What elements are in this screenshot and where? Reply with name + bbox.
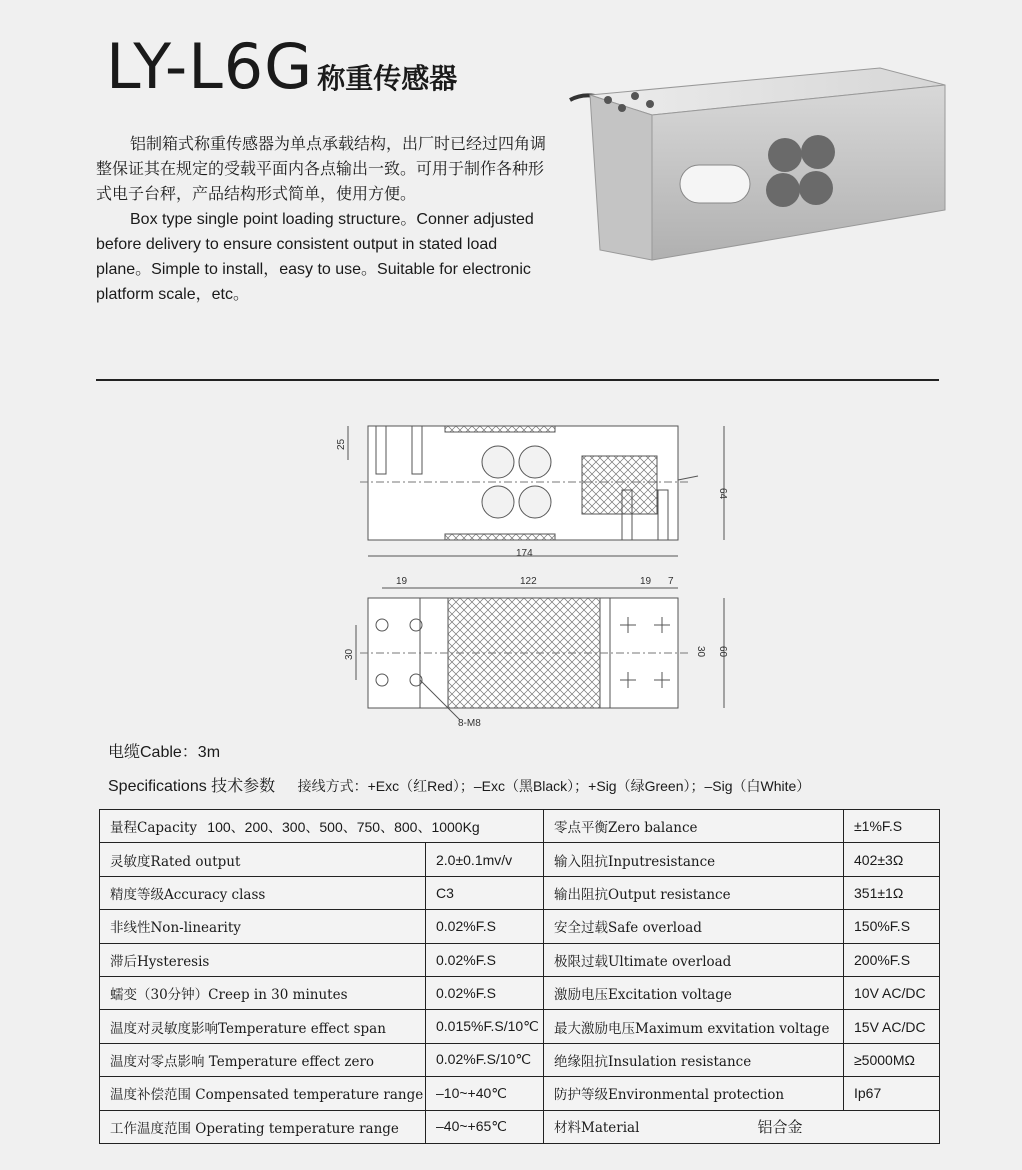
spec-value: ±1%F.S bbox=[844, 810, 940, 843]
spec-label: 精度等级Accuracy class bbox=[100, 876, 426, 909]
spec-value: 10V AC/DC bbox=[844, 976, 940, 1009]
spec-label: 材料Material bbox=[554, 1120, 640, 1137]
spec-value: Ip67 bbox=[844, 1077, 940, 1110]
dim-7: 7 bbox=[668, 576, 674, 587]
spec-value: 0.015%F.S/10℃ bbox=[426, 1010, 544, 1043]
spec-label: 温度对灵敏度影响Temperature effect span bbox=[100, 1010, 426, 1043]
capacity-cell bbox=[100, 810, 544, 843]
spec-label: 灵敏度Rated output bbox=[100, 843, 426, 876]
table-row bbox=[100, 876, 940, 909]
spec-label: 防护等级Environmental protection bbox=[544, 1077, 844, 1110]
table-row bbox=[100, 976, 940, 1009]
spec-label: 温度补偿范围 Compensated temperature range bbox=[100, 1077, 426, 1110]
spec-label: 非线性Non-linearity bbox=[100, 910, 426, 943]
product-description bbox=[96, 132, 556, 307]
spec-value: C3 bbox=[426, 876, 544, 909]
description-cn: 铝制箱式称重传感器为单点承载结构，出厂时已经过四角调整保证其在规定的受载平面内各点输出一致。可用于制作各种形式电子台秤，产品结构形式简单，使用方便。 bbox=[96, 136, 547, 203]
dim-122: 122 bbox=[520, 576, 537, 587]
spec-label: 工作温度范围 Operating temperature range bbox=[100, 1110, 426, 1143]
model-name: LY-L6G bbox=[106, 30, 314, 103]
spec-value: –40~+65℃ bbox=[426, 1110, 544, 1143]
description-en: Box type single point loading structure。Conner adjusted before delivery to ensure consistent output in stated load plane。Simple to install，easy to use。Suitable for electronic platform scale，etc。 bbox=[96, 211, 534, 303]
table-row bbox=[100, 910, 940, 943]
spec-label: 零点平衡Zero balance bbox=[544, 810, 844, 843]
spec-value: 402±3Ω bbox=[844, 843, 940, 876]
spec-value: 200%F.S bbox=[844, 943, 940, 976]
spec-table bbox=[99, 809, 940, 1144]
section-divider bbox=[96, 379, 939, 381]
table-row bbox=[100, 810, 940, 843]
spec-label: 绝缘阻抗Insulation resistance bbox=[544, 1043, 844, 1076]
spec-label: 输出阻抗Output resistance bbox=[544, 876, 844, 909]
dim-60: 60 bbox=[717, 646, 728, 658]
load-cell-photo bbox=[560, 60, 960, 270]
capacity-label: 量程Capacity bbox=[110, 819, 197, 836]
product-type: 称重传感器 bbox=[317, 62, 458, 95]
cable-length: 电缆Cable：3m bbox=[108, 744, 221, 761]
spec-label: 滞后Hysteresis bbox=[100, 943, 426, 976]
spec-value: 0.02%F.S/10℃ bbox=[426, 1043, 544, 1076]
table-row bbox=[100, 943, 940, 976]
spec-value: 0.02%F.S bbox=[426, 943, 544, 976]
spec-value: 351±1Ω bbox=[844, 876, 940, 909]
dim-64: 64 bbox=[717, 488, 728, 500]
dim-19-right: 19 bbox=[640, 576, 652, 587]
table-row bbox=[100, 1077, 940, 1110]
table-row bbox=[100, 1110, 940, 1143]
dim-30-right: 30 bbox=[695, 646, 706, 658]
dimension-drawing bbox=[320, 410, 740, 730]
material-cell bbox=[544, 1110, 940, 1143]
table-row bbox=[100, 843, 940, 876]
spec-label: 激励电压Excitation voltage bbox=[544, 976, 844, 1009]
dim-30-left: 30 bbox=[344, 648, 355, 660]
dim-19-left: 19 bbox=[396, 576, 408, 587]
spec-label: 蠕变（30分钟）Creep in 30 minutes bbox=[100, 976, 426, 1009]
spec-label: 温度对零点影响 Temperature effect zero bbox=[100, 1043, 426, 1076]
dim-25: 25 bbox=[336, 438, 347, 450]
table-row bbox=[100, 1010, 940, 1043]
wiring-info: 接线方式：+Exc（红Red）；–Exc（黑Black）；+Sig（绿Green）；–Sig（白White） bbox=[297, 778, 811, 794]
spec-value: 15V AC/DC bbox=[844, 1010, 940, 1043]
spec-value: 0.02%F.S bbox=[426, 910, 544, 943]
table-row bbox=[100, 1043, 940, 1076]
spec-value: 2.0±0.1mv/v bbox=[426, 843, 544, 876]
spec-value: 150%F.S bbox=[844, 910, 940, 943]
spec-value: 0.02%F.S bbox=[426, 976, 544, 1009]
spec-label: 安全过载Safe overload bbox=[544, 910, 844, 943]
dim-174: 174 bbox=[516, 548, 533, 559]
spec-value: 铝合金 bbox=[757, 1118, 803, 1137]
spec-label: 输入阻抗Inputresistance bbox=[544, 843, 844, 876]
page-title bbox=[106, 30, 457, 103]
spec-value: –10~+40℃ bbox=[426, 1077, 544, 1110]
specs-heading: Specifications 技术参数 bbox=[108, 778, 276, 795]
spec-value: ≥5000MΩ bbox=[844, 1043, 940, 1076]
spec-label: 最大激励电压Maximum exvitation voltage bbox=[544, 1010, 844, 1043]
thread-label: 8-M8 bbox=[458, 718, 481, 729]
spec-label: 极限过载Ultimate overload bbox=[544, 943, 844, 976]
capacity-value: 100、200、300、500、750、800、1000Kg bbox=[207, 818, 480, 835]
specs-header bbox=[108, 773, 810, 796]
